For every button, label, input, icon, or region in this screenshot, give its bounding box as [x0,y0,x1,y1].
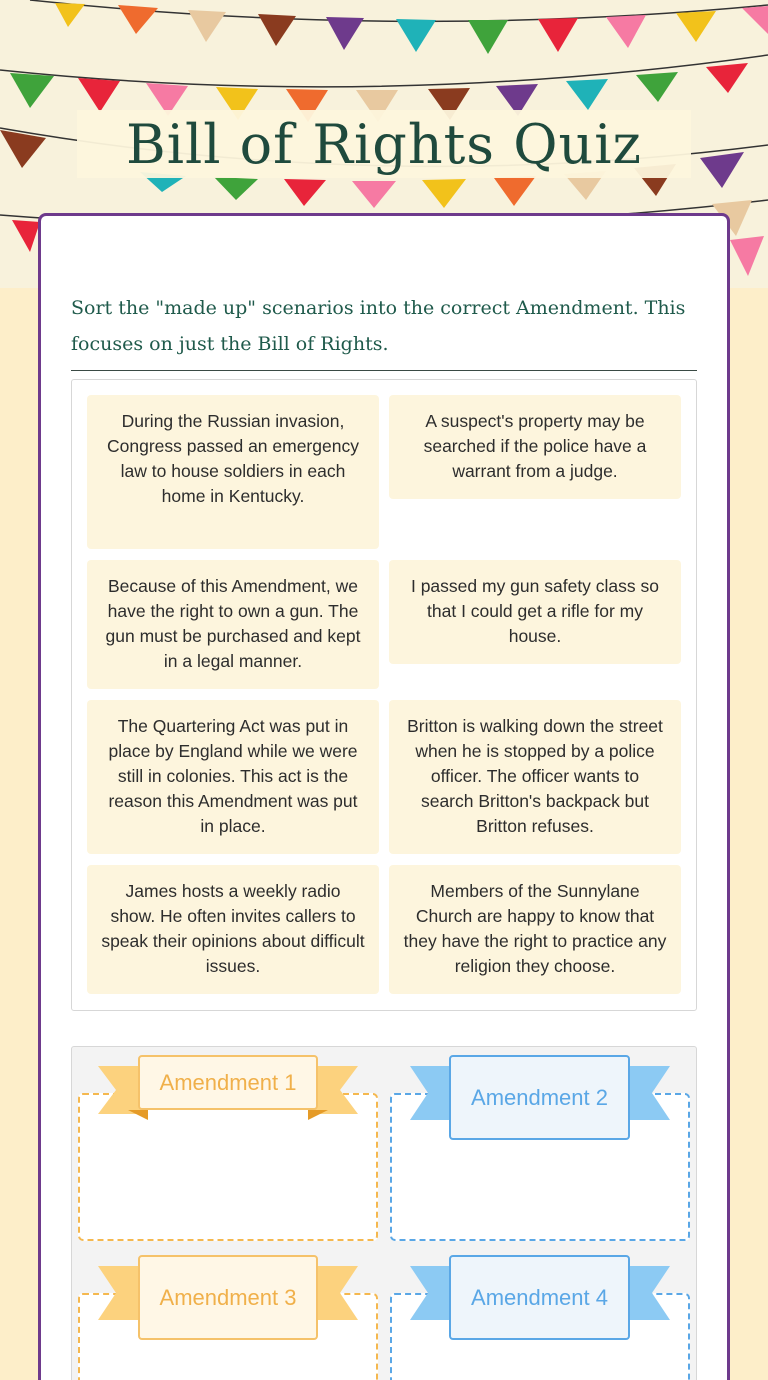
scenario-card[interactable] [87,700,379,854]
scenario-card[interactable] [87,395,379,549]
amendment-label: Amendment 2 [449,1055,630,1140]
instructions-text: Sort the "made up" scenarios into the correct Amendment. This focuses on just the Bill of Rights. [71,290,697,371]
scenario-text: Members of the Sunnylane Church are happy to know that they have the right to practice any religion they choose. [403,881,667,976]
scenario-card[interactable] [389,560,681,664]
scenario-text: James hosts a weekly radio show. He often invites callers to speak their opinions about difficult issues. [101,881,365,976]
scenario-card[interactable] [87,865,379,994]
scenario-card[interactable] [389,395,681,499]
page-title: Bill of Rights Quiz [126,112,642,176]
scenario-text: The Quartering Act was put in place by England while we were still in colonies. This act is the reason this Amendment was put in place. [108,716,358,836]
scenario-text: During the Russian invasion, Congress passed an emergency law to house soldiers in each home in Kentucky. [107,411,359,506]
scenario-card[interactable] [389,865,681,994]
amendment-label: Amendment 3 [138,1255,318,1340]
amendment-label: Amendment 1 [138,1055,318,1110]
amendment-label: Amendment 4 [449,1255,630,1340]
scenario-card[interactable] [389,700,681,854]
scenario-text: Britton is walking down the street when he is stopped by a police officer. The officer wants to search Britton's backpack but Britton refuses. [407,716,663,836]
scenario-card[interactable] [87,560,379,689]
scenario-text: I passed my gun safety class so that I could get a rifle for my house. [410,576,660,646]
title-box [77,110,691,178]
scenario-text: A suspect's property may be searched if the police have a warrant from a judge. [423,411,647,481]
scenario-text: Because of this Amendment, we have the right to own a gun. The gun must be purchased and kept in a legal manner. [105,576,361,671]
